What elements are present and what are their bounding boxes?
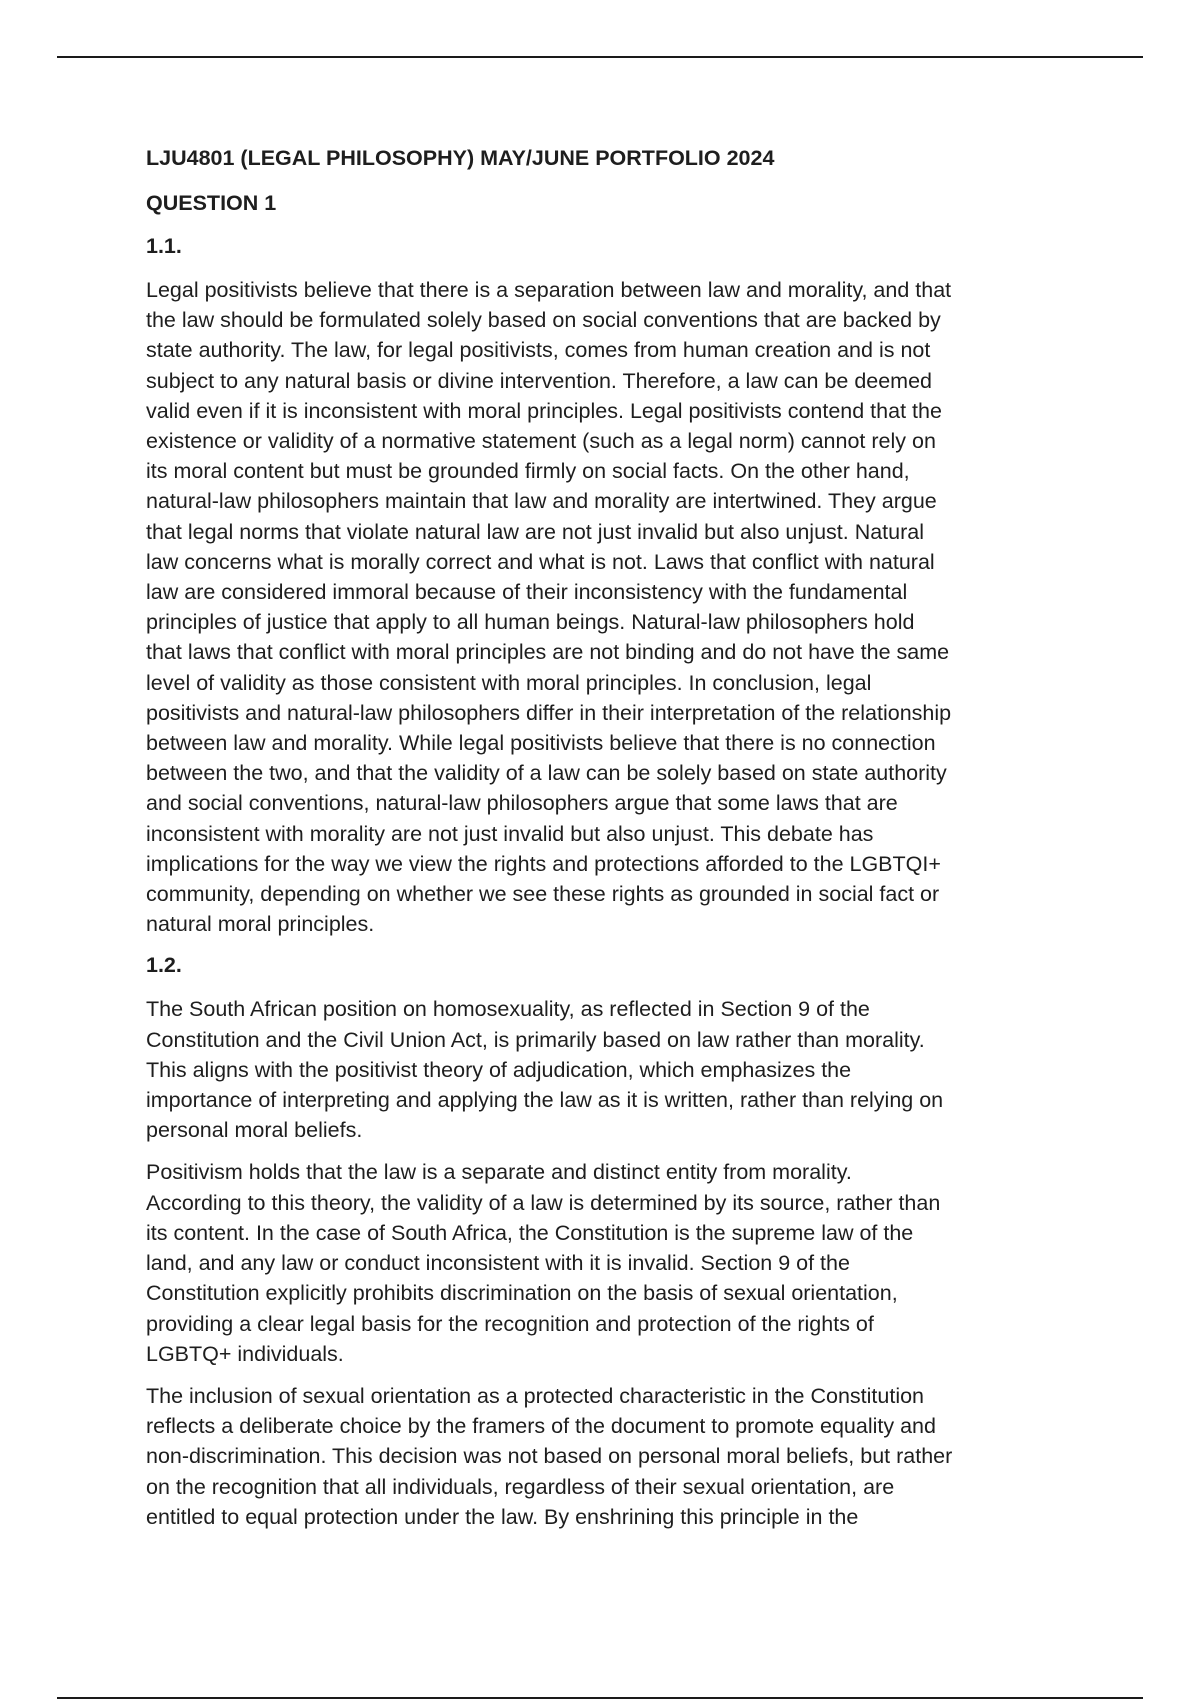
text-line: providing a clear legal basis for the recognition and protection of the rights of	[146, 1311, 874, 1336]
text-line: and social conventions, natural-law philosophers argue that some laws that are	[146, 791, 898, 816]
text-line: land, and any law or conduct inconsistent with it is invalid. Section 9 of the	[146, 1251, 850, 1276]
text-line: between law and morality. While legal positivists believe that there is no connection	[146, 731, 936, 756]
text-line: its moral content but must be grounded firmly on social facts. On the other hand,	[146, 459, 910, 484]
text-line: entitled to equal protection under the law. By enshrining this principle in the	[146, 1504, 859, 1529]
text-line: subject to any natural basis or divine intervention. Therefore, a law can be deemed	[146, 368, 933, 393]
text-line: its content. In the case of South Africa, the Constitution is the supreme law of the	[146, 1220, 914, 1245]
text-line: between the two, and that the validity of a law can be solely based on state authority	[146, 761, 947, 786]
section-1-2-paragraph-2	[146, 1157, 1076, 1368]
text-line: inconsistent with morality are not just invalid but also unjust. This debate has	[146, 821, 874, 846]
text-line: Constitution explicitly prohibits discrimination on the basis of sexual orientation,	[146, 1281, 898, 1306]
text-line: that legal norms that violate natural law are not just invalid but also unjust. Natural	[146, 519, 925, 544]
text-line: The South African position on homosexuality, as reflected in Section 9 of the	[146, 997, 870, 1022]
text-line: state authority. The law, for legal positivists, comes from human creation and is not	[146, 338, 931, 363]
text-line: that laws that conflict with moral principles are not binding and do not have the same	[146, 640, 950, 665]
text-line: the law should be formulated solely based on social conventions that are backed by	[146, 308, 941, 333]
bottom-rule	[57, 1697, 1143, 1699]
text-line: Positivism holds that the law is a separate and distinct entity from morality.	[146, 1160, 852, 1185]
text-line: reflects a deliberate choice by the framers of the document to promote equality and	[146, 1414, 936, 1439]
text-line: LGBTQ+ individuals.	[146, 1341, 344, 1366]
section-1-2-paragraph-1	[146, 994, 1076, 1145]
text-line: law are considered immoral because of their inconsistency with the fundamental	[146, 580, 908, 605]
text-line: personal moral beliefs.	[146, 1118, 363, 1143]
text-line: importance of interpreting and applying the law as it is written, rather than relying on	[146, 1088, 944, 1113]
text-line: natural moral principles.	[146, 912, 375, 937]
text-line: level of validity as those consistent with moral principles. In conclusion, legal	[146, 670, 872, 695]
text-line: on the recognition that all individuals, regardless of their sexual orientation, are	[146, 1474, 895, 1499]
text-line: implications for the way we view the rights and protections afforded to the LGBTQI+	[146, 851, 941, 876]
top-rule	[57, 56, 1143, 58]
text-line: law concerns what is morally correct and what is not. Laws that conflict with natural	[146, 549, 935, 574]
text-line: non-discrimination. This decision was not based on personal moral beliefs, but rather	[146, 1444, 953, 1469]
text-line: community, depending on whether we see these rights as grounded in social fact or	[146, 882, 940, 907]
section-1-2-paragraph-3	[146, 1381, 1076, 1532]
text-line: positivists and natural-law philosophers differ in their interpretation of the relationship	[146, 700, 952, 725]
text-line: existence or validity of a normative statement (such as a legal norm) cannot rely on	[146, 429, 936, 454]
text-line: The inclusion of sexual orientation as a protected characteristic in the Constitution	[146, 1383, 925, 1408]
text-line: principles of justice that apply to all human beings. Natural-law philosophers hold	[146, 610, 915, 635]
text-line: Legal positivists believe that there is a separation between law and morality, and that	[146, 278, 952, 302]
document-body	[146, 144, 1076, 1544]
text-line: According to this theory, the validity of a law is determined by its source, rather than	[146, 1190, 941, 1215]
text-line: natural-law philosophers maintain that law and morality are intertwined. They argue	[146, 489, 937, 514]
document-title: LJU4801 (LEGAL PHILOSOPHY) MAY/JUNE PORTFOLIO 2024	[146, 146, 775, 170]
text-line: Constitution and the Civil Union Act, is primarily based on law rather than morality.	[146, 1027, 925, 1052]
section-1-1-heading: 1.1.	[146, 234, 182, 258]
text-line: This aligns with the positivist theory of adjudication, which emphasizes the	[146, 1057, 852, 1082]
question-heading: QUESTION 1	[146, 191, 277, 215]
text-line: valid even if it is inconsistent with moral principles. Legal positivists contend that the	[146, 398, 942, 423]
section-1-2-heading: 1.2.	[146, 953, 182, 978]
section-1-1-paragraph	[146, 275, 1076, 939]
